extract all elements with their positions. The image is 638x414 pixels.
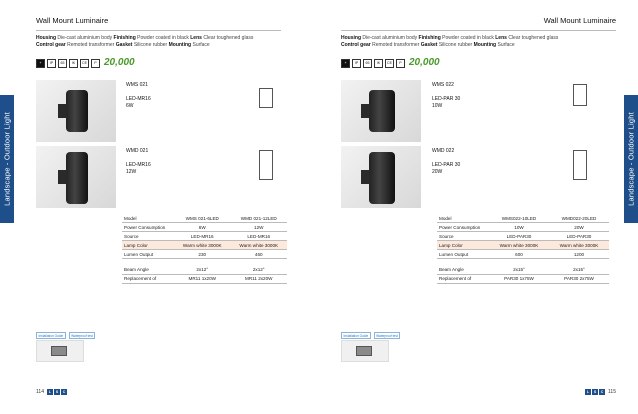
row-label: Source <box>122 232 174 241</box>
ce-icon: CE <box>80 59 89 68</box>
cell: 12W <box>231 223 288 232</box>
install-image <box>341 340 389 362</box>
spec-text <box>341 35 616 49</box>
product-photo <box>341 80 421 142</box>
spec-text <box>36 35 286 49</box>
dimension-drawing <box>257 86 281 116</box>
table-row <box>122 274 287 283</box>
logo-letter: L <box>586 390 590 394</box>
side-tab-label: Landscape - Outdoor Light <box>2 112 12 206</box>
spec-value: Clear toughened glass <box>508 35 559 41</box>
table-row <box>122 232 287 241</box>
cell: Warm white 3000K <box>231 241 288 250</box>
dimension-drawing <box>571 82 595 118</box>
cell: 2x12° <box>231 266 288 275</box>
spec-table <box>437 214 609 284</box>
product-lamp: LED-MR16 <box>126 96 151 102</box>
cell: Warm white 3000K <box>549 241 609 250</box>
row-label: Beam Angle <box>437 266 489 275</box>
cell: 1200 <box>549 250 609 259</box>
product-lamp: LED-PAR 30 <box>432 96 461 102</box>
cell: MR11 2x20W <box>231 274 288 283</box>
product-photo <box>341 146 421 208</box>
row-label: Source <box>437 232 489 241</box>
drawing-outline <box>259 150 273 180</box>
spec-key: Control gear <box>36 42 66 48</box>
waterproof-tag: Waterproof test <box>69 332 96 339</box>
spec-key: Lens <box>190 35 202 41</box>
certification-badges <box>36 57 144 69</box>
right-page <box>319 0 638 414</box>
table-row <box>437 223 609 232</box>
lamp-body <box>66 90 88 132</box>
cell: Warm white 3000K <box>174 241 231 250</box>
product-code: WMD 021 <box>126 148 149 154</box>
dimension-drawing <box>571 148 595 186</box>
table-header: Model <box>122 214 174 223</box>
table-header: WMS 021-6LED <box>174 214 231 223</box>
logo-letter: S <box>593 390 597 394</box>
install-guide-tag: Installation Guide <box>36 332 66 339</box>
table-header: WMD 021-12LED <box>231 214 288 223</box>
logo-letter: C <box>62 390 66 394</box>
drawing-outline <box>573 150 587 180</box>
table-row <box>437 250 609 259</box>
product-info <box>432 148 460 176</box>
product-power: 6W <box>126 103 134 109</box>
brand-logo <box>585 389 605 395</box>
row-label: Lamp Color <box>437 241 489 250</box>
table-header: Model <box>437 214 489 223</box>
page-number: 114 <box>36 389 44 395</box>
table-row <box>437 241 609 250</box>
spec-value: Surface <box>192 42 210 48</box>
spec-value: Silicone rubber <box>438 42 473 48</box>
product-info <box>432 82 460 110</box>
cell: LED-MR16 <box>231 232 288 241</box>
certification-badges <box>341 57 449 69</box>
product-info <box>126 82 151 110</box>
row-label: Power Consumption <box>437 223 489 232</box>
side-tab-label: Landscape - Outdoor Light <box>626 112 636 206</box>
cell: LED-PAR30 <box>549 232 609 241</box>
spec-value: Die-cast aluminium body <box>57 35 113 41</box>
table-row <box>122 223 287 232</box>
product-photo <box>36 146 116 208</box>
lifetime-badge <box>409 57 449 69</box>
spec-value: Remoted transformer <box>67 42 115 48</box>
product-lamp: LED-MR16 <box>126 162 151 168</box>
install-image <box>36 340 84 362</box>
brand-logo <box>47 389 67 395</box>
product-power: 12W <box>126 169 137 175</box>
row-label: Lamp Color <box>122 241 174 250</box>
table-header: WMD022-20LED <box>549 214 609 223</box>
row-label: Replacement of <box>437 274 489 283</box>
lifetime-badge <box>104 57 144 69</box>
table-row <box>122 266 287 275</box>
row-label: Beam Angle <box>122 266 174 275</box>
page-title: Wall Mount Luminaire <box>36 16 109 25</box>
cell: Warm white 3000K <box>489 241 549 250</box>
cell: 460 <box>231 250 288 259</box>
row-label: Replacement of <box>122 274 174 283</box>
spec-value: Clear toughened glass <box>203 35 254 41</box>
spec-key: Housing <box>36 35 56 41</box>
row-label: Lumen Output <box>122 250 174 259</box>
class-icon: + <box>36 59 45 68</box>
logo-letter: S <box>55 390 59 394</box>
spec-value: Powder coated in black <box>137 35 189 41</box>
spec-key: Gasket <box>115 42 133 48</box>
cell: 600 <box>489 250 549 259</box>
spec-key: Mounting <box>168 42 192 48</box>
product-code: WMD 022 <box>432 148 455 154</box>
spec-key: Mounting <box>473 42 497 48</box>
lamp-body <box>369 90 395 132</box>
spec-value: Powder coated in black <box>442 35 494 41</box>
ce-icon: CE <box>385 59 394 68</box>
page-title: Wall Mount Luminaire <box>543 16 616 25</box>
p-icon: P <box>91 59 100 68</box>
p-icon: P <box>396 59 405 68</box>
title-rule <box>36 30 281 31</box>
table-header-row <box>437 214 609 223</box>
product-info <box>126 148 151 176</box>
product-photo <box>36 80 116 142</box>
cell: 2x15° <box>489 266 549 275</box>
product-power: 10W <box>432 103 443 109</box>
page-number: 115 <box>608 389 616 395</box>
table-row <box>437 232 609 241</box>
table-row <box>437 274 609 283</box>
install-box <box>356 346 372 356</box>
install-box <box>51 346 67 356</box>
table-row <box>437 266 609 275</box>
table-row <box>122 250 287 259</box>
drawing-outline <box>573 84 587 106</box>
spec-key: Lens <box>495 35 507 41</box>
dimension-drawing <box>257 148 281 186</box>
table-header-row <box>122 214 287 223</box>
class-icon: + <box>341 59 350 68</box>
spec-key: Control gear <box>341 42 371 48</box>
lamp-mount <box>58 104 67 118</box>
cell: 230 <box>174 250 231 259</box>
cell: PAR30 1x75W <box>489 274 549 283</box>
table-spacer <box>122 259 287 266</box>
install-guide-tag: Installation Guide <box>341 332 371 339</box>
spec-value: Die-cast aluminium body <box>362 35 418 41</box>
cell: 20W <box>549 223 609 232</box>
spec-table <box>122 214 287 284</box>
product-code: WMS 022 <box>432 82 454 88</box>
spec-key: Housing <box>341 35 361 41</box>
spec-value: Remoted transformer <box>372 42 420 48</box>
product-power: 20W <box>432 169 443 175</box>
lamp-body <box>369 152 395 204</box>
title-rule <box>341 30 616 31</box>
install-tags <box>341 332 400 339</box>
spec-value: Surface <box>497 42 515 48</box>
spec-value: Silicone rubber <box>133 42 168 48</box>
cell: LED-MR16 <box>174 232 231 241</box>
drawing-outline <box>259 88 273 108</box>
ip-rating-icon: 65 <box>58 59 67 68</box>
side-tab <box>0 95 14 223</box>
cell: 6W <box>174 223 231 232</box>
row-label: Power Consumption <box>122 223 174 232</box>
ip-icon: IP <box>47 59 56 68</box>
lamp-body <box>66 152 88 204</box>
logo-letter: L <box>48 390 52 394</box>
lifetime-value: 20,000 <box>409 57 440 68</box>
cell: 10W <box>489 223 549 232</box>
lifetime-value: 20,000 <box>104 57 135 68</box>
product-code: WMS 021 <box>126 82 148 88</box>
ip-rating-icon: 65 <box>363 59 372 68</box>
cell: MR11 1x20W <box>174 274 231 283</box>
logo-letter: C <box>600 390 604 394</box>
waterproof-tag: Waterproof test <box>374 332 401 339</box>
ik-icon: IK <box>69 59 78 68</box>
spec-key: Finishing <box>418 35 441 41</box>
table-row <box>122 241 287 250</box>
table-spacer <box>437 259 609 266</box>
page-footer <box>585 389 616 395</box>
table-header: WMS022-10LED <box>489 214 549 223</box>
cell: PAR30 2x75W <box>549 274 609 283</box>
ik-icon: IK <box>374 59 383 68</box>
spec-key: Gasket <box>420 42 438 48</box>
cell: 2x12° <box>174 266 231 275</box>
cell: 2x15° <box>549 266 609 275</box>
ip-icon: IP <box>352 59 361 68</box>
lamp-mount <box>361 104 370 118</box>
lamp-mount <box>58 170 67 184</box>
install-tags <box>36 332 95 339</box>
page-footer <box>36 389 67 395</box>
side-tab <box>624 95 638 223</box>
row-label: Lumen Output <box>437 250 489 259</box>
lamp-mount <box>361 170 370 184</box>
product-lamp: LED-PAR 30 <box>432 162 461 168</box>
spec-key: Finishing <box>113 35 136 41</box>
cell: LED-PAR30 <box>489 232 549 241</box>
